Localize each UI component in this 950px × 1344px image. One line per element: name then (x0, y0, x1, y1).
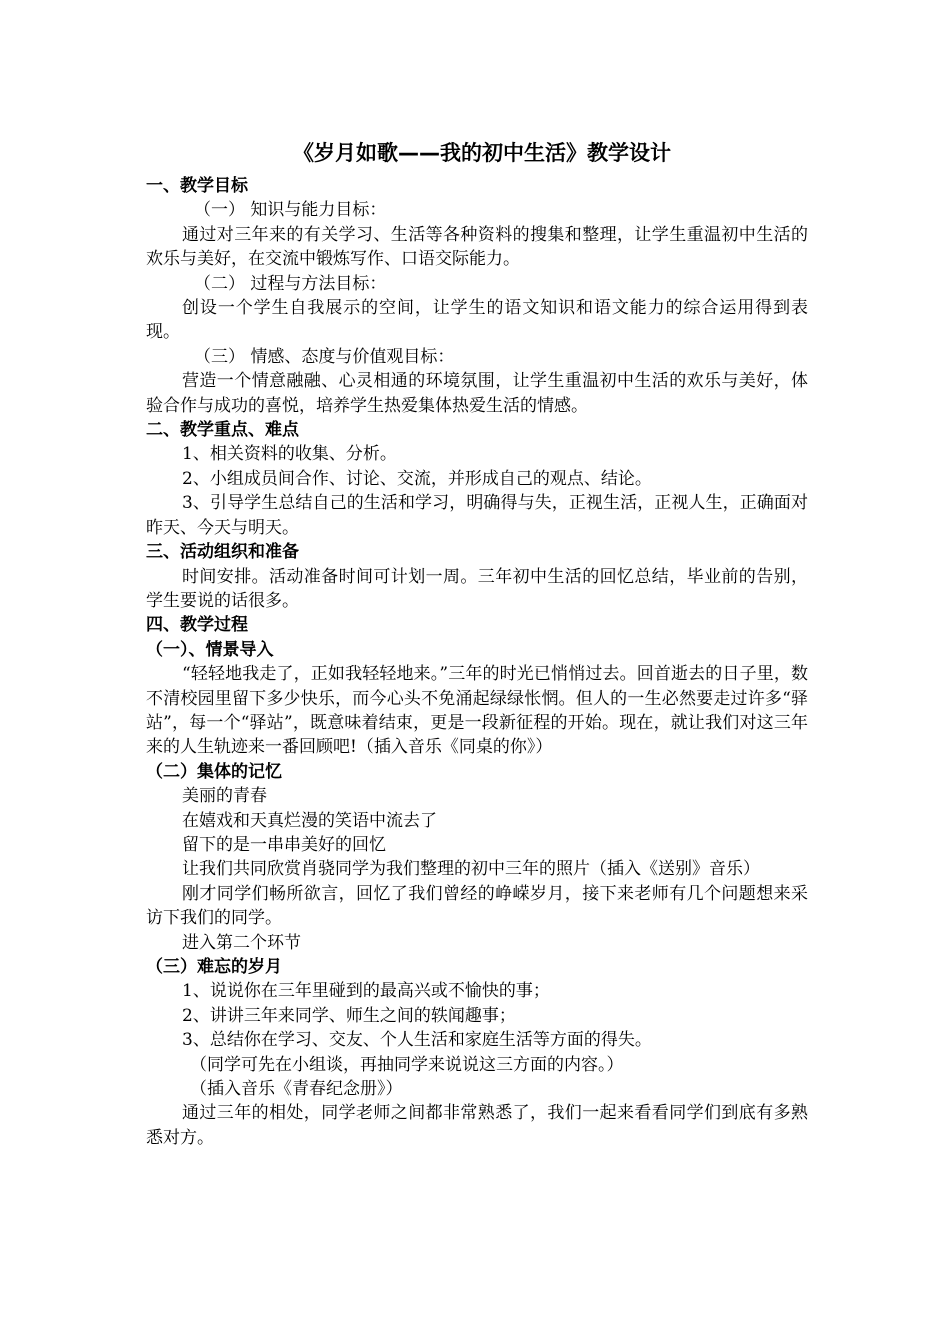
focus-item-3: 3、引导学生总结自己的生活和学习，明确得与失，正视生活，正视人生，正确面对昨天、今天与明天。 (146, 493, 808, 538)
section-heading-organization: 三、活动组织和准备 (146, 542, 299, 563)
years-note-2: （插入音乐《青春纪念册》） (190, 1079, 403, 1100)
focus-item-2: 2、小组成员间合作、讨论、交流，并形成自己的观点、结论。 (182, 468, 652, 489)
section-heading-process: 四、教学过程 (146, 615, 248, 636)
next-stage-line: 进入第二个环节 (182, 932, 301, 953)
paragraph-knowledge: 通过对三年来的有关学习、生活等各种资料的搜集和整理，让学生重温初中生活的欢乐与美好，在交流中锻炼写作、口语交际能力。 (146, 224, 808, 270)
part-heading-memory: （二）集体的记忆 (146, 761, 282, 782)
part-heading-intro: （一）、情景导入 (146, 639, 274, 660)
paragraph-photos: 让我们共同欣赏肖骁同学为我们整理的初中三年的照片（插入《送别》音乐） (182, 859, 760, 880)
focus-item-1: 1、相关资料的收集、分析。 (182, 444, 397, 465)
subheading-knowledge: （一） 知识与能力目标： (194, 200, 387, 221)
years-item-2: 2、讲讲三年来同学、师生之间的轶闻趣事； (182, 1005, 516, 1026)
years-note-1: （同学可先在小组谈，再抽同学来说说这三方面的内容。） (190, 1054, 624, 1075)
subheading-emotion: （三） 情感、态度与价值观目标： (194, 346, 455, 367)
paragraph-familiar: 通过三年的相处，同学老师之间都非常熟悉了，我们一起来看看同学们到底有多熟悉对方。 (146, 1103, 808, 1148)
paragraph-intro: “轻轻地我走了，正如我轻轻地来。”三年的时光已悄悄过去。回首逝去的日子里，数不清校园里留下多少快乐，而今心头不免涌起绿绿怅惘。但人的一生必然要走过许多“驿站”，每一个“驿站”，既意味着结束，更是一段新征程的开始。现在，就让我们对这三年来的人生轨迹来一番回顾吧!（插入音乐《同桌的你》） (146, 664, 808, 758)
years-item-1: 1、说说你在三年里碰到的最高兴或不愉快的事； (182, 981, 550, 1002)
document-title: 《岁月如歌——我的初中生活》教学设计 (293, 141, 671, 165)
paragraph-process: 创设一个学生自我展示的空间，让学生的语文知识和语文能力的综合运用得到表现。 (146, 298, 808, 343)
subheading-process: （二） 过程与方法目标： (194, 273, 387, 294)
poem-line-3: 留下的是一串串美好的回忆 (182, 834, 386, 855)
paragraph-emotion: 营造一个情意融融、心灵相通的环境氛围，让学生重温初中生活的欢乐与美好，体验合作与成功的喜悦，培养学生热爱集体热爱生活的情感。 (146, 371, 808, 416)
poem-line-1: 美丽的青春 (182, 786, 267, 807)
poem-line-2: 在嬉戏和天真烂漫的笑语中流去了 (182, 810, 437, 831)
paragraph-organization: 时间安排。活动准备时间可计划一周。三年初中生活的回忆总结，毕业前的告别，学生要说的话很多。 (146, 566, 808, 611)
section-heading-objectives: 一、教学目标 (146, 176, 248, 196)
document-page (146, 138, 808, 1150)
section-heading-focus: 二、教学重点、难点 (146, 420, 299, 441)
years-item-3: 3、总结你在学习、交友、个人生活和家庭生活等方面的得失。 (182, 1030, 652, 1051)
part-heading-years: （三）难忘的岁月 (146, 957, 282, 977)
paragraph-interview: 刚才同学们畅所欲言，回忆了我们曾经的峥嵘岁月，接下来老师有几个问题想来采访下我们的同学。 (146, 883, 808, 929)
